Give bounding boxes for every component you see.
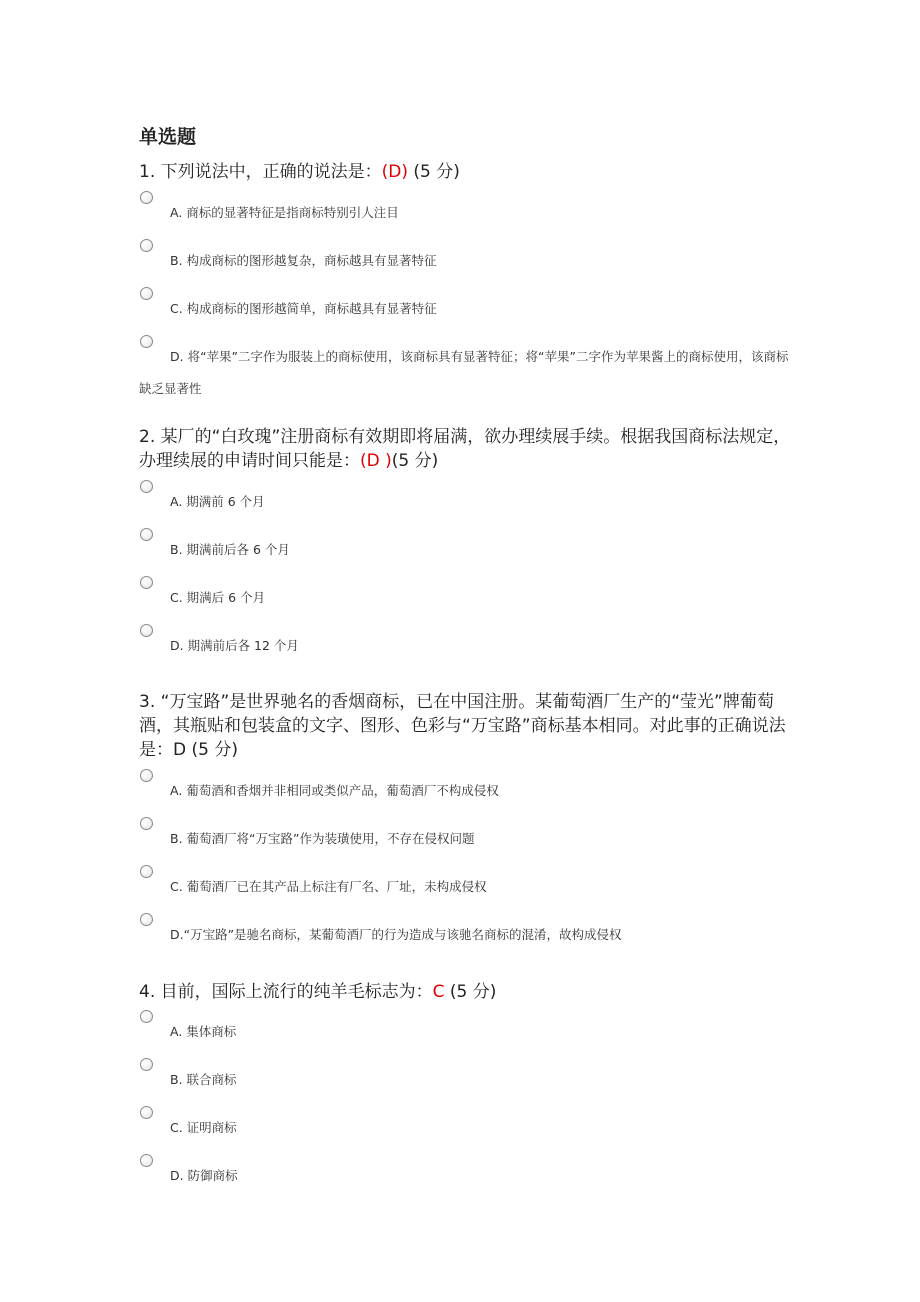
option-label: B. 构成商标的图形越复杂，商标越具有显著特征 [170, 253, 437, 268]
question-text: 某厂的“白玫瑰”注册商标有效期即将届满，欲办理续展手续。根据我国商标法规定，办理续展的申请时间只能是： [139, 427, 791, 471]
option-4d[interactable] [139, 1160, 799, 1192]
option-1d[interactable] [139, 341, 799, 405]
option-label: A. 集体商标 [170, 1024, 237, 1039]
question-score: (5 分) [408, 162, 460, 182]
radio-button[interactable] [140, 817, 153, 830]
option-4b[interactable] [139, 1064, 799, 1096]
question-answer: C [432, 982, 445, 1002]
option-1a[interactable] [139, 197, 799, 229]
question-score: (5 分) [391, 451, 439, 471]
option-label: A. 葡萄酒和香烟并非相同或类似产品，葡萄酒厂不构成侵权 [170, 783, 499, 798]
option-label: D.“万宝路”是驰名商标，某葡萄酒厂的行为造成与该驰名商标的混淆，故构成侵权 [170, 927, 622, 942]
option-4a[interactable] [139, 1016, 799, 1048]
option-label: D. 将“苹果”二字作为服装上的商标使用，该商标具有显著特征；将“苹果”二字作为苹果酱上的商标使用，该商标缺乏显著性 [139, 349, 789, 396]
question-answer: (D ) [360, 451, 392, 471]
radio-button[interactable] [140, 624, 153, 637]
radio-button[interactable] [140, 191, 153, 204]
option-label: B. 期满前后各 6 个月 [170, 542, 290, 557]
option-label: D. 期满前后各 12 个月 [170, 638, 299, 653]
question-text: “万宝路”是世界驰名的香烟商标，已在中国注册。某葡萄酒厂生产的“莹光”牌葡萄酒，其瓶贴和包装盒的文字、图形、色彩与“万宝路”商标基本相同。对此事的正确说法是：D (5 分) [139, 692, 786, 760]
question-2 [139, 425, 799, 473]
question-3 [139, 690, 799, 762]
radio-button[interactable] [140, 1106, 153, 1119]
radio-button[interactable] [140, 528, 153, 541]
option-2d[interactable] [139, 630, 799, 662]
option-label: C. 证明商标 [170, 1120, 237, 1135]
option-1c[interactable] [139, 293, 799, 325]
option-label: B. 葡萄酒厂将“万宝路”作为装璜使用，不存在侵权问题 [170, 831, 475, 846]
radio-button[interactable] [140, 769, 153, 782]
radio-button[interactable] [140, 576, 153, 589]
radio-button[interactable] [140, 335, 153, 348]
option-label: D. 防御商标 [170, 1168, 238, 1183]
option-label: A. 期满前 6 个月 [170, 494, 265, 509]
option-4c[interactable] [139, 1112, 799, 1144]
radio-button[interactable] [140, 480, 153, 493]
option-3b[interactable] [139, 823, 799, 855]
question-4 [139, 980, 799, 1004]
question-text: 目前，国际上流行的纯羊毛标志为： [160, 982, 433, 1002]
question-number: 3. [139, 692, 156, 712]
section-title: 单选题 [139, 126, 197, 148]
question-1 [139, 160, 799, 184]
radio-button[interactable] [140, 239, 153, 252]
option-label: C. 葡萄酒厂已在其产品上标注有厂名、厂址，未构成侵权 [170, 879, 487, 894]
question-text: 下列说法中，正确的说法是： [160, 162, 382, 182]
radio-button[interactable] [140, 865, 153, 878]
question-score: (5 分) [444, 982, 497, 1002]
radio-button[interactable] [140, 287, 153, 300]
option-label: C. 期满后 6 个月 [170, 590, 266, 605]
question-answer: (D) [381, 162, 408, 182]
option-label: B. 联合商标 [170, 1072, 237, 1087]
radio-button[interactable] [140, 913, 153, 926]
radio-button[interactable] [140, 1058, 153, 1071]
radio-button[interactable] [140, 1154, 153, 1167]
option-label: C. 构成商标的图形越简单，商标越具有显著特征 [170, 301, 437, 316]
question-number: 2. [139, 427, 156, 447]
option-3d[interactable] [139, 919, 799, 951]
option-3a[interactable] [139, 775, 799, 807]
option-2c[interactable] [139, 582, 799, 614]
question-number: 1. [139, 162, 156, 182]
option-3c[interactable] [139, 871, 799, 903]
option-1b[interactable] [139, 245, 799, 277]
option-2b[interactable] [139, 534, 799, 566]
radio-button[interactable] [140, 1010, 153, 1023]
question-number: 4. [139, 982, 156, 1002]
option-2a[interactable] [139, 486, 799, 518]
option-label: A. 商标的显著特征是指商标特别引人注目 [170, 205, 399, 220]
